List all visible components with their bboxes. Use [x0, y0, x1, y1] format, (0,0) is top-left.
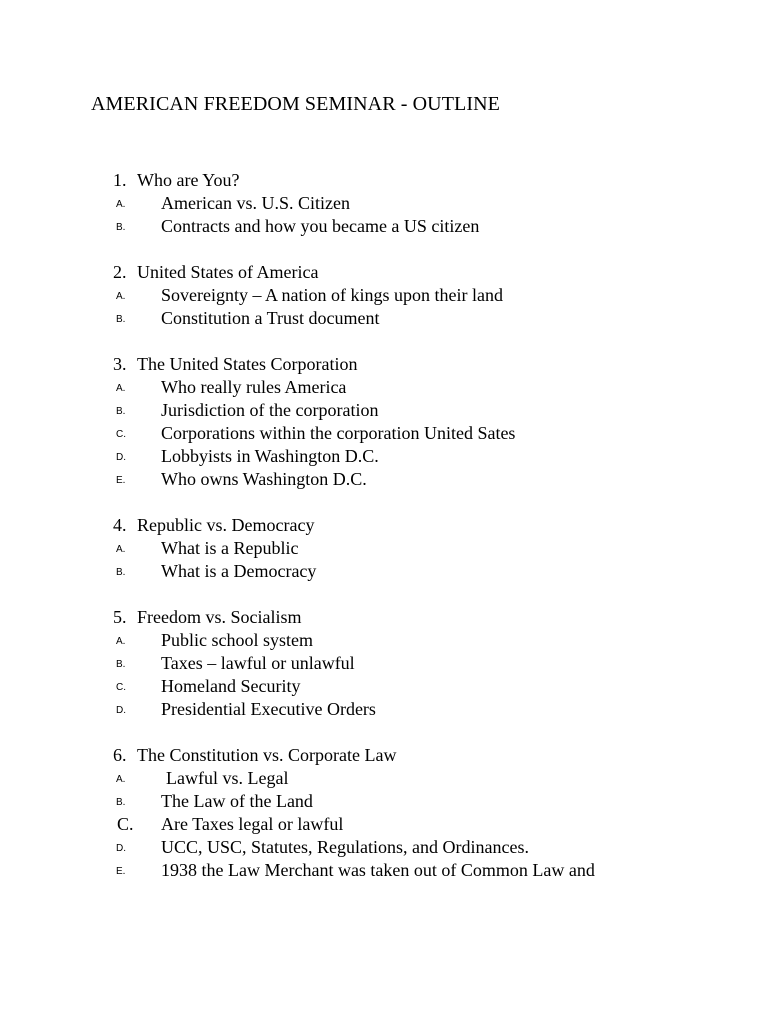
item-text: What is a Democracy: [161, 561, 317, 581]
outline-item: [0, 652, 768, 675]
item-letter: D.: [116, 843, 126, 854]
section-heading: [0, 353, 768, 376]
outline-section-4: [0, 514, 768, 583]
section-number: 3.: [113, 354, 127, 374]
outline-item: [0, 192, 768, 215]
outline-item: [0, 399, 768, 422]
section-number: 5.: [113, 607, 127, 627]
section-number: 1.: [113, 170, 127, 190]
item-text: The Law of the Land: [161, 791, 313, 811]
item-text: Public school system: [161, 630, 313, 650]
item-text: Lawful vs. Legal: [166, 768, 289, 788]
item-letter: B.: [116, 797, 126, 808]
item-letter: E.: [116, 475, 126, 486]
outline-item: [0, 836, 768, 859]
outline-item: [0, 468, 768, 491]
outline-item: [0, 698, 768, 721]
item-text: Jurisdiction of the corporation: [161, 400, 379, 420]
item-text: 1938 the Law Merchant was taken out of Common Law and: [161, 860, 595, 880]
item-text: Lobbyists in Washington D.C.: [161, 446, 379, 466]
item-text: What is a Republic: [161, 538, 299, 558]
section-heading: [0, 514, 768, 537]
section-number: 6.: [113, 745, 127, 765]
item-text: Homeland Security: [161, 676, 301, 696]
section-heading-text: The United States Corporation: [137, 354, 358, 374]
outline-item: [0, 307, 768, 330]
item-letter: B.: [116, 406, 126, 417]
outline-item: [0, 422, 768, 445]
section-heading-text: The Constitution vs. Corporate Law: [137, 745, 397, 765]
outline-section-6: [0, 744, 768, 882]
section-number: 2.: [113, 262, 127, 282]
outline-item: [0, 767, 768, 790]
outline-section-1: [0, 169, 768, 238]
item-text: American vs. U.S. Citizen: [161, 193, 350, 213]
outline-item: [0, 284, 768, 307]
item-letter: A.: [116, 544, 126, 555]
outline-item: [0, 560, 768, 583]
section-heading: [0, 169, 768, 192]
outline-section-5: [0, 606, 768, 721]
item-letter: A.: [116, 383, 126, 394]
item-text: Presidential Executive Orders: [161, 699, 376, 719]
item-letter: A.: [116, 774, 126, 785]
section-heading-text: Freedom vs. Socialism: [137, 607, 302, 627]
item-letter: C.: [116, 429, 126, 440]
outline-item: [0, 537, 768, 560]
item-letter: B.: [116, 567, 126, 578]
outline-section-2: [0, 261, 768, 330]
item-letter: B.: [116, 659, 126, 670]
item-letter: A.: [116, 291, 126, 302]
section-heading-text: United States of America: [137, 262, 319, 282]
item-letter: D.: [116, 452, 126, 463]
outline: [0, 169, 768, 905]
item-text: Who really rules America: [161, 377, 347, 397]
outline-item: [0, 859, 768, 882]
section-heading: [0, 744, 768, 767]
item-text: Corporations within the corporation United Sates: [161, 423, 516, 443]
outline-item: [0, 813, 768, 836]
item-text: UCC, USC, Statutes, Regulations, and Ordinances.: [161, 837, 529, 857]
outline-item: [0, 629, 768, 652]
outline-item: [0, 445, 768, 468]
document-title: AMERICAN FREEDOM SEMINAR - OUTLINE: [91, 93, 500, 115]
item-letter: A.: [116, 199, 126, 210]
section-heading-text: Republic vs. Democracy: [137, 515, 315, 535]
item-letter: C.: [116, 682, 126, 693]
item-text: Are Taxes legal or lawful: [161, 814, 344, 834]
outline-section-3: [0, 353, 768, 491]
outline-item: [0, 790, 768, 813]
item-text: Constitution a Trust document: [161, 308, 380, 328]
item-letter: C.: [117, 814, 134, 834]
section-number: 4.: [113, 515, 127, 535]
item-text: Contracts and how you became a US citizen: [161, 216, 480, 236]
item-text: Who owns Washington D.C.: [161, 469, 367, 489]
section-heading: [0, 606, 768, 629]
item-letter: B.: [116, 222, 126, 233]
item-text: Sovereignty – A nation of kings upon their land: [161, 285, 503, 305]
item-letter: A.: [116, 636, 126, 647]
outline-item: [0, 675, 768, 698]
item-text: Taxes – lawful or unlawful: [161, 653, 355, 673]
item-letter: D.: [116, 705, 126, 716]
outline-item: [0, 215, 768, 238]
item-letter: E.: [116, 866, 126, 877]
section-heading: [0, 261, 768, 284]
outline-item: [0, 376, 768, 399]
section-heading-text: Who are You?: [137, 170, 240, 190]
item-letter: B.: [116, 314, 126, 325]
